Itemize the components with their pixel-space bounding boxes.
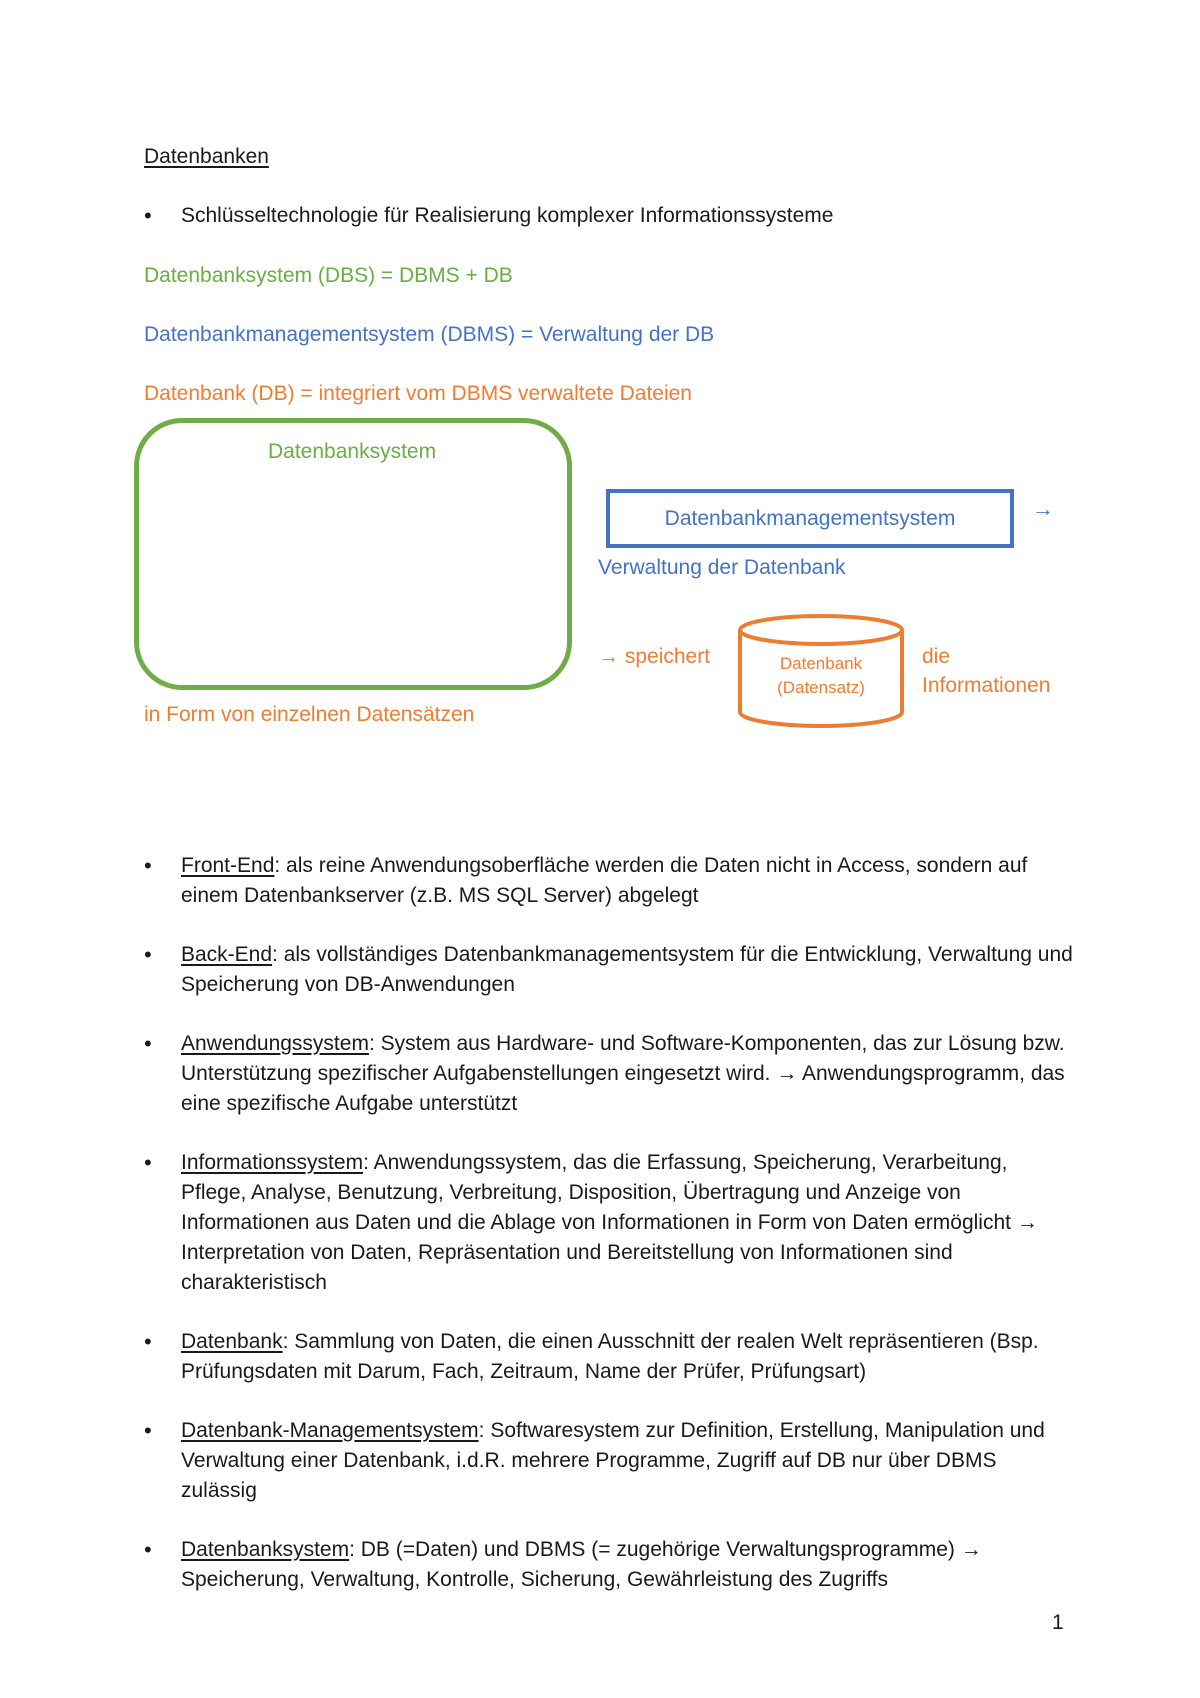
bullet-dot: • <box>144 1031 152 1056</box>
page-title: Datenbanken <box>144 145 269 168</box>
bullet-dot: • <box>144 942 152 967</box>
list-item <box>144 851 1074 913</box>
page-number: 1 <box>1052 1611 1064 1634</box>
bullet-description: : Anwendungssystem, das die Erfassung, Speicherung, Verarbeitung, Pflege, Analyse, Benutzung, Verbreitung, Disposition, Übertragung und Anzeige von Informationen aus Daten und die Ablage von Informationen in Form von Daten ermöglicht → Interpretation von Daten, Repräsentation und Bereitstellung von Informationen sind charakteristisch <box>181 1151 1038 1294</box>
bullet-text <box>181 851 1076 911</box>
intro-bullet-text: Schlüsseltechnologie für Realisierung komplexer Informationssysteme <box>181 204 834 227</box>
bullet-text <box>181 1416 1076 1506</box>
cylinder-label-line1: Datenbank <box>779 654 863 673</box>
bullet-term: Datenbank <box>181 1330 283 1353</box>
dbs-box-label: Datenbanksystem <box>268 440 437 463</box>
dbs-caption: in Form von einzelnen Datensätzen <box>144 703 475 726</box>
dbms-arrow-icon: → <box>1032 496 1054 521</box>
intro-bullet <box>144 201 1074 233</box>
cylinder-top <box>740 616 902 644</box>
bullet-description: : DB (=Daten) und DBMS (= zugehörige Verwaltungsprogramme) → Speicherung, Verwaltung, Kontrolle, Sicherung, Gewährleistung des Zugriffs <box>181 1538 982 1591</box>
bullet-dot: • <box>144 1329 152 1354</box>
bullet-term: Datenbanksystem <box>181 1538 350 1561</box>
list-item <box>144 1416 1074 1508</box>
bullet-term: Informationssystem <box>181 1151 364 1174</box>
bullet-dot: • <box>144 1418 152 1443</box>
informationen-label: Informationen <box>922 674 1051 697</box>
dbms-caption: Verwaltung der Datenbank <box>598 556 846 579</box>
list-item <box>144 1327 1074 1389</box>
bullet-text <box>181 1148 1076 1298</box>
cylinder-label-line2: (Datensatz) <box>777 678 865 697</box>
bullet-term: Back-End <box>181 943 273 966</box>
die-label: die <box>922 645 951 668</box>
bullet-term: Datenbank-Managementsystem <box>181 1419 479 1442</box>
dbms-box-label: Datenbankmanagementsystem <box>664 507 956 530</box>
list-item <box>144 940 1074 1002</box>
bullet-text <box>181 1327 1076 1387</box>
bullet-description: : als reine Anwendungsoberfläche werden die Daten nicht in Access, sondern auf einem Datenbankserver (z.B. MS SQL Server) abgelegt <box>181 854 1028 907</box>
definition-dbms: Datenbankmanagementsystem (DBMS) = Verwaltung der DB <box>144 323 715 346</box>
list-item <box>144 1148 1074 1300</box>
bullet-text <box>181 940 1076 1000</box>
bullet-term: Front-End <box>181 854 275 877</box>
dbms-box <box>606 489 1014 548</box>
bullet-term: Anwendungssystem <box>181 1032 369 1055</box>
list-item <box>144 1029 1074 1121</box>
bullet-dot: • <box>144 1150 152 1175</box>
bullet-text <box>181 1535 1076 1595</box>
definition-dbs: Datenbanksystem (DBS) = DBMS + DB <box>144 264 513 287</box>
speichert-label: → speichert <box>598 645 711 668</box>
bullet-description: : als vollständiges Datenbankmanagementsystem für die Entwicklung, Verwaltung und Speicherung von DB-Anwendungen <box>181 943 1073 996</box>
bullet-dot: • <box>144 1537 152 1562</box>
bullet-description: : Softwaresystem zur Definition, Erstellung, Manipulation und Verwaltung einer Datenbank, i.d.R. mehrere Programme, Zugriff auf DB nur über DBMS zulässig <box>181 1419 1045 1502</box>
bullet-text <box>181 1029 1076 1119</box>
bullet-dot: • <box>144 853 152 878</box>
bullet-description: : Sammlung von Daten, die einen Ausschnitt der realen Welt repräsentieren (Bsp. Prüfungsdaten mit Darum, Fach, Zeitraum, Name der Prüfer, Prüfungsart) <box>181 1330 1039 1383</box>
definition-db: Datenbank (DB) = integriert vom DBMS verwaltete Dateien <box>144 382 692 405</box>
list-item <box>144 1535 1074 1597</box>
bullet-description: : System aus Hardware- und Software-Komponenten, das zur Lösung bzw. Unterstützung spezifischer Aufgabenstellungen eingesetzt wird. → Anwendungsprogramm, das eine spezifische Aufgabe unterstützt <box>181 1032 1065 1115</box>
cylinder-label <box>736 652 906 700</box>
bullet-dot: • <box>144 203 152 228</box>
